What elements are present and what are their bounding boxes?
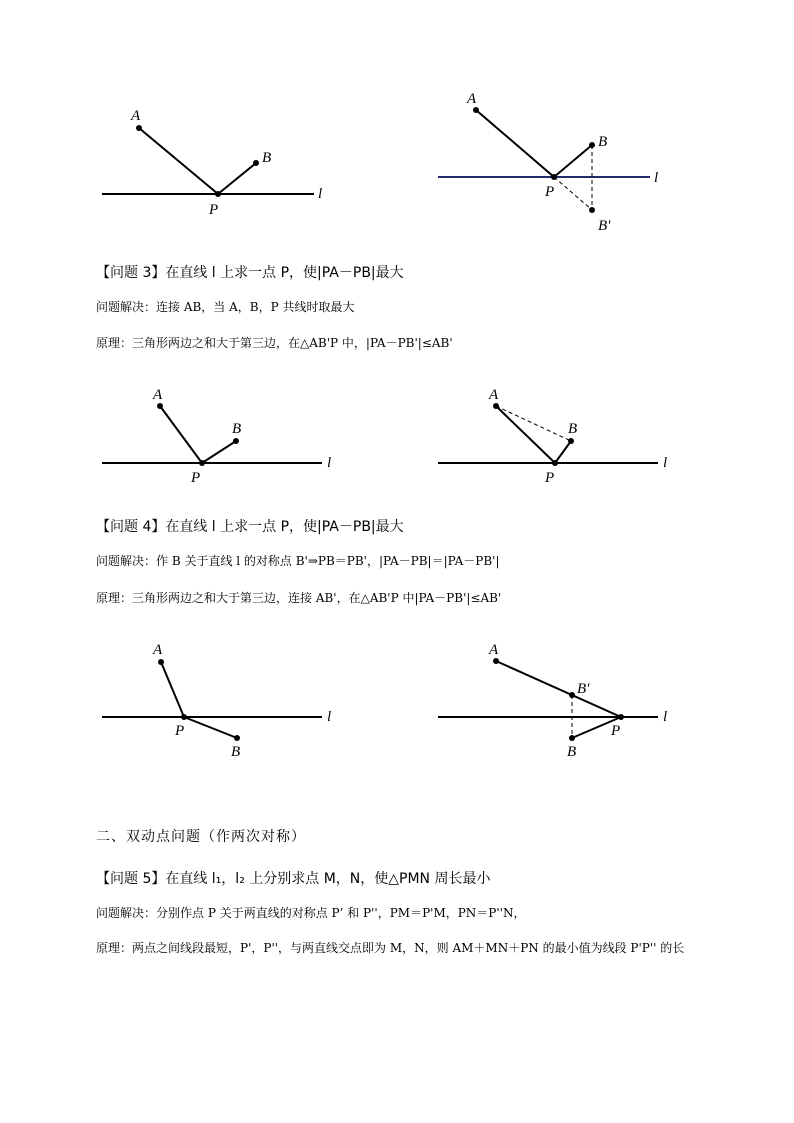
label-B: B — [231, 744, 241, 760]
segment-PB — [555, 441, 571, 463]
point-P — [181, 714, 187, 720]
figure-1-right — [438, 91, 658, 234]
point-P — [618, 714, 624, 720]
point-P — [215, 191, 221, 197]
label-A: A — [489, 387, 499, 403]
label-B: B — [567, 744, 577, 760]
segment-AP — [496, 661, 621, 717]
section-2-title: 二、双动点问题（作两次对称） — [96, 829, 306, 845]
label-B: B — [568, 421, 578, 437]
point-A — [158, 659, 164, 665]
label-A: A — [153, 642, 163, 658]
segment-PA — [476, 110, 554, 177]
point-P — [552, 460, 558, 466]
label-A: A — [131, 108, 141, 124]
label-Bp: B' — [598, 218, 611, 234]
figure-2-left — [102, 387, 331, 486]
figure-2-right — [438, 387, 667, 486]
point-B — [589, 142, 595, 148]
label-l: l — [654, 170, 659, 186]
label-P: P — [191, 470, 201, 486]
label-A: A — [467, 91, 477, 107]
segment-PB — [218, 163, 256, 194]
label-P: P — [175, 723, 185, 739]
label-P: P — [209, 202, 219, 218]
point-Bp — [589, 207, 595, 213]
segment-PA — [139, 128, 218, 194]
segment-PA — [496, 406, 555, 463]
point-P — [199, 460, 205, 466]
label-A: A — [153, 387, 163, 403]
point-A — [136, 125, 142, 131]
problem-4-principle: 原理：三角形两边之和大于第三边，连接 AB'，在△AB'P 中|PA－PB'|≤AB' — [96, 591, 502, 605]
problem-5-solution: 问题解决：分别作点 P 关于两直线的对称点 P’ 和 P''，PM＝P'M，PN＝P''N， — [96, 906, 526, 920]
point-B — [234, 735, 240, 741]
segment-PBp — [554, 177, 592, 210]
problem-4-solution: 问题解决：作 B 关于直线 l 的对称点 B'⇒PB＝PB'，|PA－PB|＝|PA－PB'| — [96, 554, 500, 568]
segment-PA — [160, 406, 202, 463]
label-P: P — [545, 470, 555, 486]
label-A: A — [489, 642, 499, 658]
label-P: P — [545, 184, 555, 200]
problem-4-title: 【问题 4】在直线 l 上求一点 P，使|PA－PB|最大 — [96, 519, 404, 535]
point-Bp — [569, 692, 575, 698]
label-B: B — [598, 134, 608, 150]
label-l: l — [318, 186, 323, 202]
point-B — [233, 438, 239, 444]
point-B — [253, 160, 259, 166]
label-l: l — [663, 709, 668, 725]
label-l: l — [327, 709, 332, 725]
segment-PB — [202, 441, 236, 463]
label-B: B — [262, 150, 272, 166]
problem-3-solution: 问题解决：连接 AB，当 A，B，P 共线时取最大 — [96, 300, 355, 314]
figure-3-right — [438, 642, 667, 760]
label-l: l — [327, 455, 332, 471]
label-Bp: B' — [577, 681, 590, 697]
problem-3-principle: 原理：三角形两边之和大于第三边，在△AB'P 中，|PA－PB'|≤AB' — [96, 336, 453, 350]
label-P: P — [611, 723, 621, 739]
point-A — [157, 403, 163, 409]
figure-3-left — [102, 642, 331, 760]
point-A — [473, 107, 479, 113]
segment-AB — [496, 406, 571, 441]
segment-PB — [554, 145, 592, 177]
point-B — [568, 438, 574, 444]
label-l: l — [663, 455, 668, 471]
point-P — [551, 174, 557, 180]
problem-5-principle: 原理：两点之间线段最短，P'，P''，与两直线交点即为 M，N，则 AM＋MN＋PN 的最小值为线段 P'P'' 的长 — [96, 941, 685, 955]
label-B: B — [232, 421, 242, 437]
point-A — [493, 658, 499, 664]
problem-3-title: 【问题 3】在直线 l 上求一点 P，使|PA－PB|最大 — [96, 265, 404, 281]
segment-PA — [161, 662, 184, 717]
point-B — [569, 735, 575, 741]
problem-5-title: 【问题 5】在直线 l₁，l₂ 上分别求点 M，N，使△PMN 周长最小 — [96, 871, 491, 887]
figure-1-left — [102, 108, 322, 218]
segment-PB — [184, 717, 237, 738]
point-A — [493, 403, 499, 409]
